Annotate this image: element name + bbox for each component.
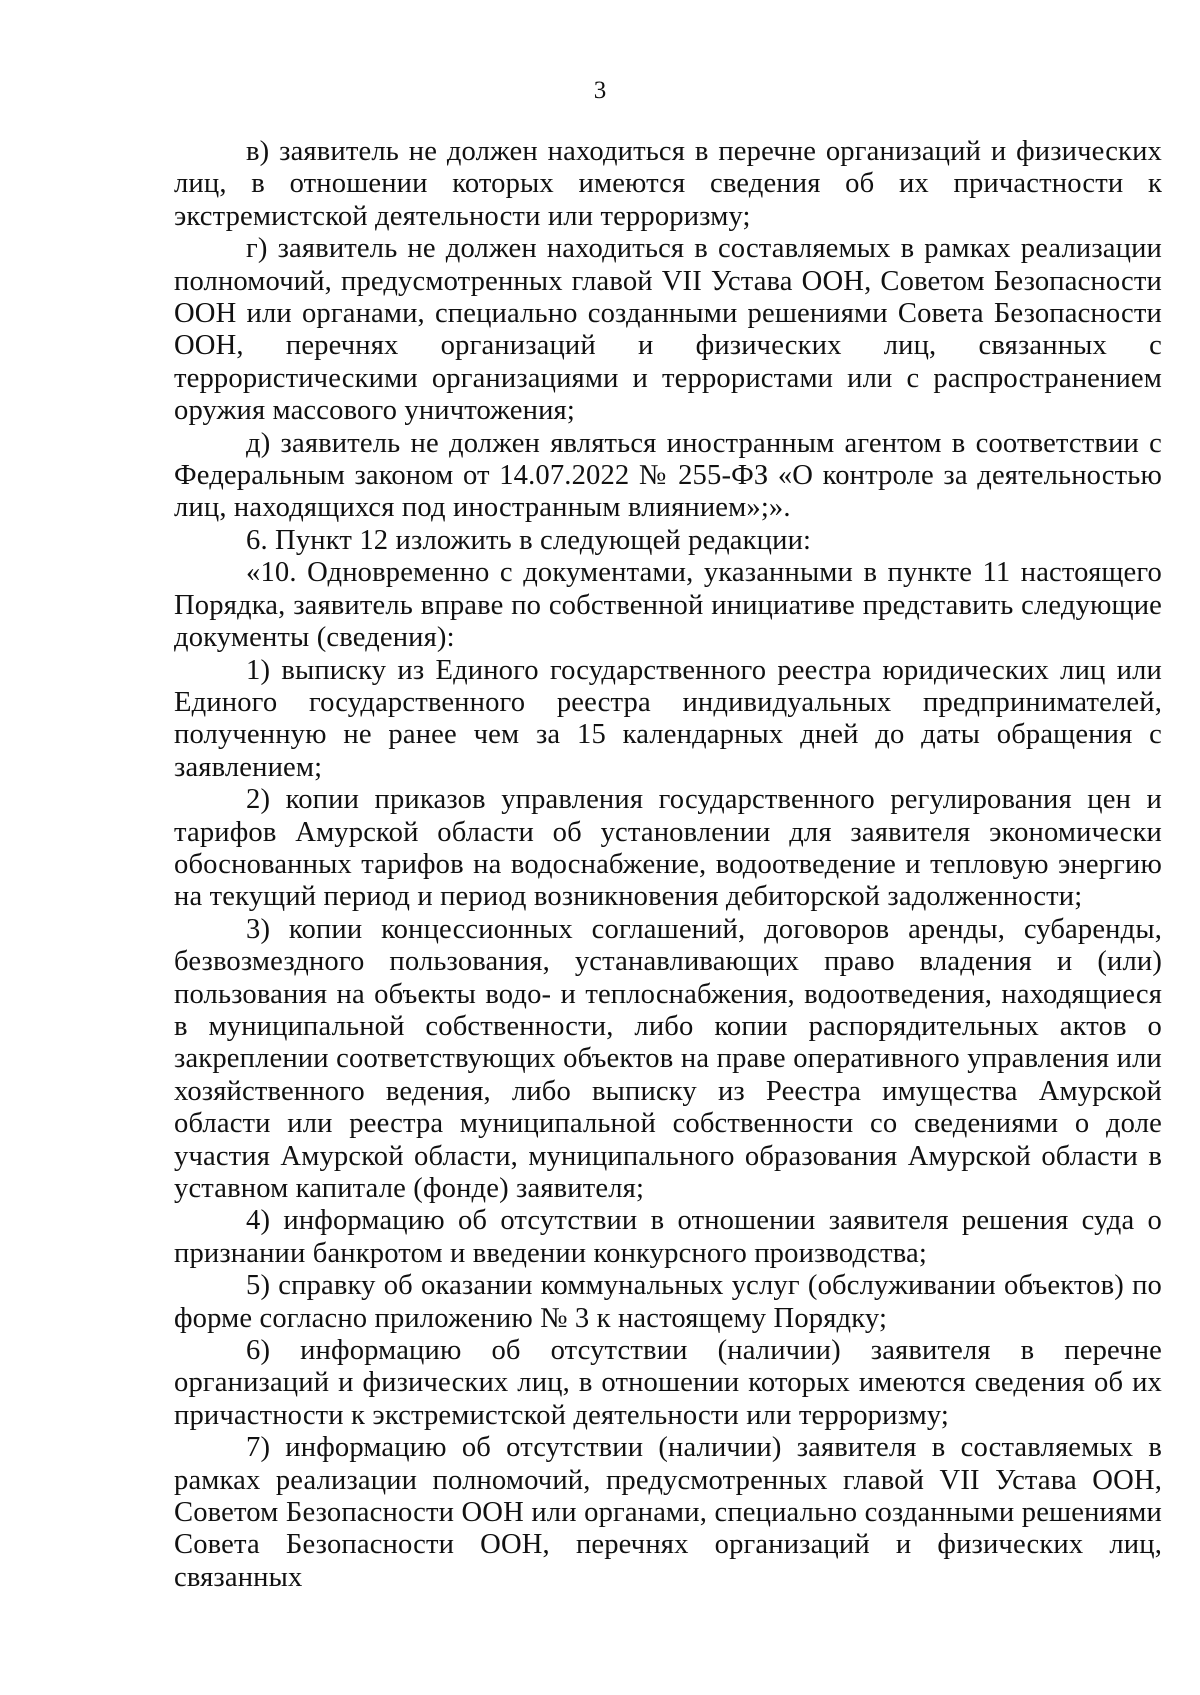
list-item-2-tariff-orders: 2) копии приказов управления государственного регулирования цен и тарифов Амурской области об установлении для заявителя экономически обоснованных тарифов на водоснабжение, водоотведение и тепловую энергию на текущий период и период возникновения дебиторской задолженности; [174, 784, 1162, 913]
paragraph-v-extremism-list: в) заявитель не должен находиться в перечне организаций и физических лиц, в отношении которых имеются сведения об их причастности к экстремистской деятельности или терроризму; [174, 136, 1162, 232]
list-item-7-un-lists-info: 7) информацию об отсутствии (наличии) заявителя в составляемых в рамках реализации полномочий, предусмотренных главой VII Устава ООН, Советом Безопасности ООН или органами, специально созданными решениями Совета Безопасности ООН, перечнях организаций и физических лиц, связанных [174, 1432, 1162, 1593]
paragraph-g-un-security-council-lists: г) заявитель не должен находиться в составляемых в рамках реализации полномочий, предусмотренных главой VII Устава ООН, Советом Безопасности ООН или органами, специально созданными решениями Совета Безопасности ООН, перечнях организаций и физических лиц, связанных с террористическими организациями и террористами или с распространением оружия массового уничтожения; [174, 233, 1162, 427]
list-item-4-bankruptcy-info: 4) информацию об отсутствии в отношении заявителя решения суда о признании банкротом и введении конкурсного производства; [174, 1205, 1162, 1269]
paragraph-item-6-amend-clause-12: 6. Пункт 12 изложить в следующей редакции: [246, 524, 812, 556]
list-item-6-extremism-list-info: 6) информацию об отсутствии (наличии) заявителя в перечне организаций и физических лиц, в отношении которых имеются сведения об их причастности к экстремистской деятельности или терроризму; [174, 1335, 1162, 1431]
paragraph-d-foreign-agent: д) заявитель не должен являться иностранным агентом в соответствии с Федеральным законом от 14.07.2022 № 255-ФЗ «О контроле за деятельностью лиц, находящихся под иностранным влиянием»;». [174, 427, 1162, 524]
list-item-5-utility-services-certificate: 5) справку об оказании коммунальных услуг (обслуживании объектов) по форме согласно приложению № 3 к настоящему Порядку; [174, 1270, 1162, 1334]
list-item-1-register-extract: 1) выписку из Единого государственного реестра юридических лиц или Единого государственного реестра индивидуальных предпринимателей, полученную не ранее чем за 15 календарных дней до даты обращения с заявлением; [174, 654, 1162, 783]
page-number: 3 [593, 77, 607, 104]
list-item-3-concession-agreements: 3) копии концессионных соглашений, договоров аренды, субаренды, безвозмездного пользования, устанавливающих право владения и (или) пользования на объекты водо- и теплоснабжения, водоотведения, находящиеся в муниципальной собственности, либо копии распорядительных актов о закреплении соответствующих объектов на праве оперативного управления или хозяйственного ведения, либо выписку из Реестра имущества Амурской области или реестра муниципальной собственности со сведениями о доле участия Амурской области, муниципального образования Амурской области в уставном капитале (фонде) заявителя; [174, 913, 1162, 1204]
document-body [174, 136, 1162, 1594]
paragraph-clause-10-optional-documents: «10. Одновременно с документами, указанными в пункте 11 настоящего Порядка, заявитель вправе по собственной инициативе представить следующие документы (сведения): [174, 557, 1162, 654]
